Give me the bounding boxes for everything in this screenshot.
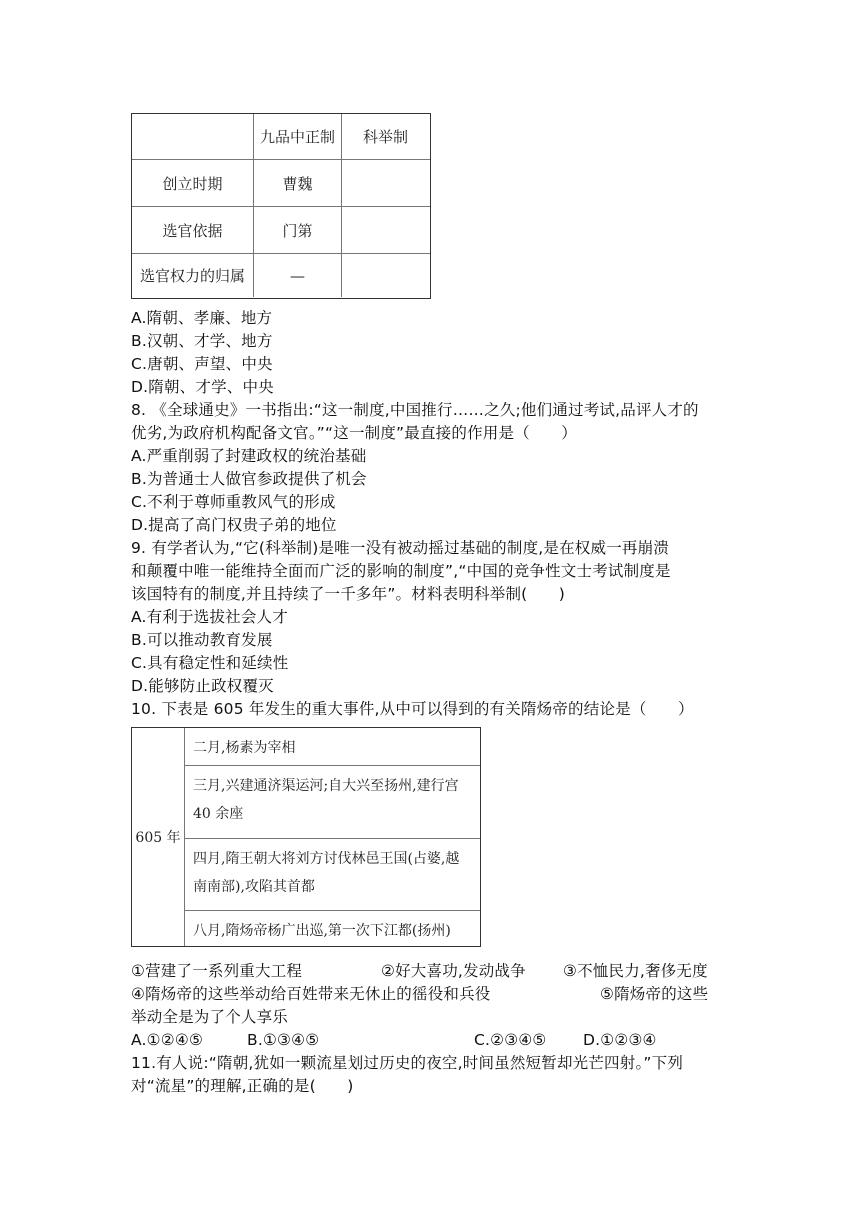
- option-c: C.具有稳定性和延续性: [131, 654, 289, 672]
- option-a: A.严重削弱了封建政权的统治基础: [131, 447, 367, 465]
- option-d: D.提高了高门权贵子弟的地位: [131, 516, 337, 534]
- events-column: [185, 728, 480, 946]
- event-row: 四月,隋王朝大将刘方讨伐林邑王国(占婆,越南南部),攻陷其首都: [185, 839, 480, 911]
- table-cell: [342, 160, 429, 206]
- table-cell: —: [254, 254, 342, 297]
- question-8-cont: 优劣,为政府机构配备文官。”“这一制度”最直接的作用是（ ）: [131, 424, 577, 442]
- year-cell: 605 年: [132, 728, 185, 946]
- question-11-cont: 对“流星”的理解,正确的是( ): [131, 1077, 354, 1095]
- table-cell: 选官依据: [132, 207, 254, 253]
- table-row: [132, 160, 430, 207]
- statement-1: ①营建了一系列重大工程: [131, 962, 303, 980]
- option-a: A.有利于选拔社会人才: [131, 608, 288, 626]
- option-d: D.能够防止政权覆灭: [131, 677, 274, 695]
- table-cell: [342, 254, 429, 297]
- table-row: [132, 207, 430, 254]
- statement-2: ②好大喜功,发动战争: [381, 962, 526, 980]
- statement-3: ③不恤民力,奢侈无度: [563, 962, 708, 980]
- table-cell: 创立时期: [132, 160, 254, 206]
- option-b: B.为普通士人做官参政提供了机会: [131, 470, 367, 488]
- events-table: [131, 727, 481, 947]
- statement-5-cont: 举动全是为了个人享乐: [131, 1008, 289, 1026]
- statement-5: ⑤隋炀帝的这些: [600, 985, 709, 1003]
- table-cell: 科举制: [362, 128, 408, 146]
- event-row: 八月,隋炀帝杨广出巡,第一次下江都(扬州): [193, 923, 451, 939]
- table-cell: 选官权力的归属: [132, 254, 254, 297]
- question-11: 11.有人说:“隋朝,犹如一颗流星划过历史的夜空,时间虽然短暂却光芒四射。”下列: [131, 1054, 684, 1072]
- question-9-cont: 该国特有的制度,并且持续了一千多年”。材料表明科举制( ): [131, 585, 566, 603]
- table-cell: 门第: [254, 207, 342, 253]
- choice-b: B.①③④⑤: [247, 1031, 320, 1049]
- event-row: 三月,兴建通济渠运河;自大兴至扬州,建行宫40 余座: [185, 766, 480, 839]
- question-10: 10. 下表是 605 年发生的重大事件,从中可以得到的有关隋炀帝的结论是（ ）: [131, 700, 694, 718]
- table-cell: [132, 114, 254, 159]
- choice-d: D.①②③④: [583, 1031, 657, 1049]
- table-cell: [342, 207, 429, 253]
- option-a: A.隋朝、孝廉、地方: [131, 309, 273, 327]
- table-row: [132, 254, 430, 297]
- option-c: C.唐朝、声望、中央: [131, 355, 273, 373]
- event-row: 二月,杨素为宰相: [185, 728, 480, 766]
- choice-c: C.②③④⑤: [474, 1031, 547, 1049]
- question-9: 9. 有学者认为,“它(科举制)是唯一没有被动摇过基础的制度,是在权威一再崩溃: [131, 539, 669, 557]
- option-c: C.不利于尊师重教风气的形成: [131, 493, 336, 511]
- option-b: B.可以推动教育发展: [131, 631, 273, 649]
- option-b: B.汉朝、才学、地方: [131, 332, 273, 350]
- choice-a: A.①②④⑤: [131, 1031, 204, 1049]
- question-9-cont: 和颠覆中唯一能维持全面而广泛的影响的制度”,“中国的竞争性文士考试制度是: [131, 562, 671, 580]
- table-header-row: [132, 114, 430, 160]
- table-cell: 曹魏: [254, 160, 342, 206]
- comparison-table: [131, 113, 431, 299]
- option-d: D.隋朝、才学、中央: [131, 378, 274, 396]
- table-cell: 九品中正制: [254, 114, 342, 159]
- question-8: 8. 《全球通史》一书指出:“这一制度,中国推行……之久;他们通过考试,品评人才的: [131, 401, 699, 419]
- statement-4: ④隋炀帝的这些举动给百姓带来无休止的徭役和兵役: [131, 985, 491, 1003]
